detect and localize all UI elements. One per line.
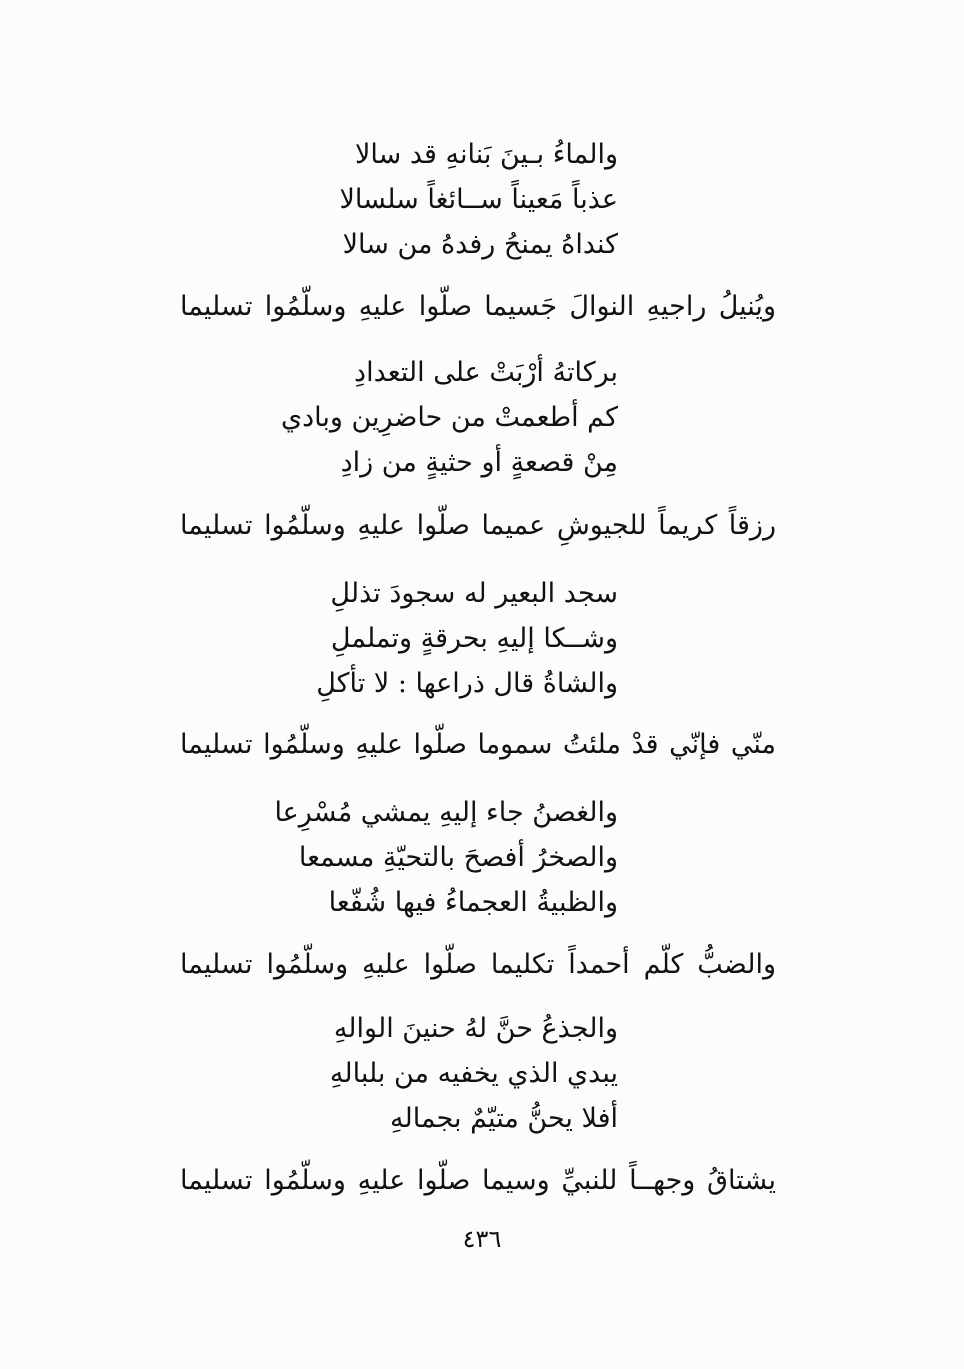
verse-line: والظبيةُ العجماءُ فيها شُفّعا [328,887,618,918]
verse-line: والجذعُ حنَّ لهُ حنينَ الوالهِ [333,1013,618,1044]
verse-line: والصخرُ أفصحَ بالتحيّةِ مسمعا [298,842,618,873]
refrain-line: ويُنيلُ راجيهِ النوالَ جَسيما صلّوا عليهِ وسلّمُوا تسليما [180,291,776,322]
refrain-line: يشتاقُ وجهــاً للنبيِّ وسيما صلّوا عليهِ وسلّمُوا تسليما [180,1165,776,1196]
verse-line: عذباً مَعيناً ســائغاً سلسالا [339,184,618,215]
verse-line: مِنْ قصعةٍ أو حثيةٍ من زادِ [340,447,618,478]
refrain-line: منّي فإنّي قدْ ملئتُ سموما صلّوا عليهِ وسلّمُوا تسليما [180,729,776,760]
refrain-line: والضبُّ كلّم أحمداً تكليما صلّوا عليهِ وسلّمُوا تسليما [180,949,776,980]
verse-line: يبدي الذي يخفيه من بلبالهِ [329,1058,618,1089]
refrain-line: رزقاً كريماً للجيوشِ عميما صلّوا عليهِ وسلّمُوا تسليما [180,510,776,541]
verse-line: والشاةُ قال ذراعها : لا تأكلِ [316,668,618,699]
page-number: ٤٣٦ [462,1225,502,1253]
verse-line: أفلا يحنُّ متيّمٌ بجمالهِ [390,1103,618,1134]
verse-line: والغصنُ جاء إليهِ يمشي مُسْرِعا [274,797,618,828]
verse-line: وشــكا إليهِ بحرقةٍ وتململِ [330,623,618,654]
verse-line: بركاتهُ أرْبَتْ على التعدادِ [354,357,618,388]
verse-line: كنداهُ يمنحُ رفدهُ من سالا [342,229,618,260]
verse-line: سجد البعير له سجودَ تذللِ [330,578,618,609]
verse-line: والماءُ بـينَ بَنانهِ قد سالا [355,139,618,170]
verse-line: كم أطعمتْ من حاضرِين وبادي [280,402,618,433]
